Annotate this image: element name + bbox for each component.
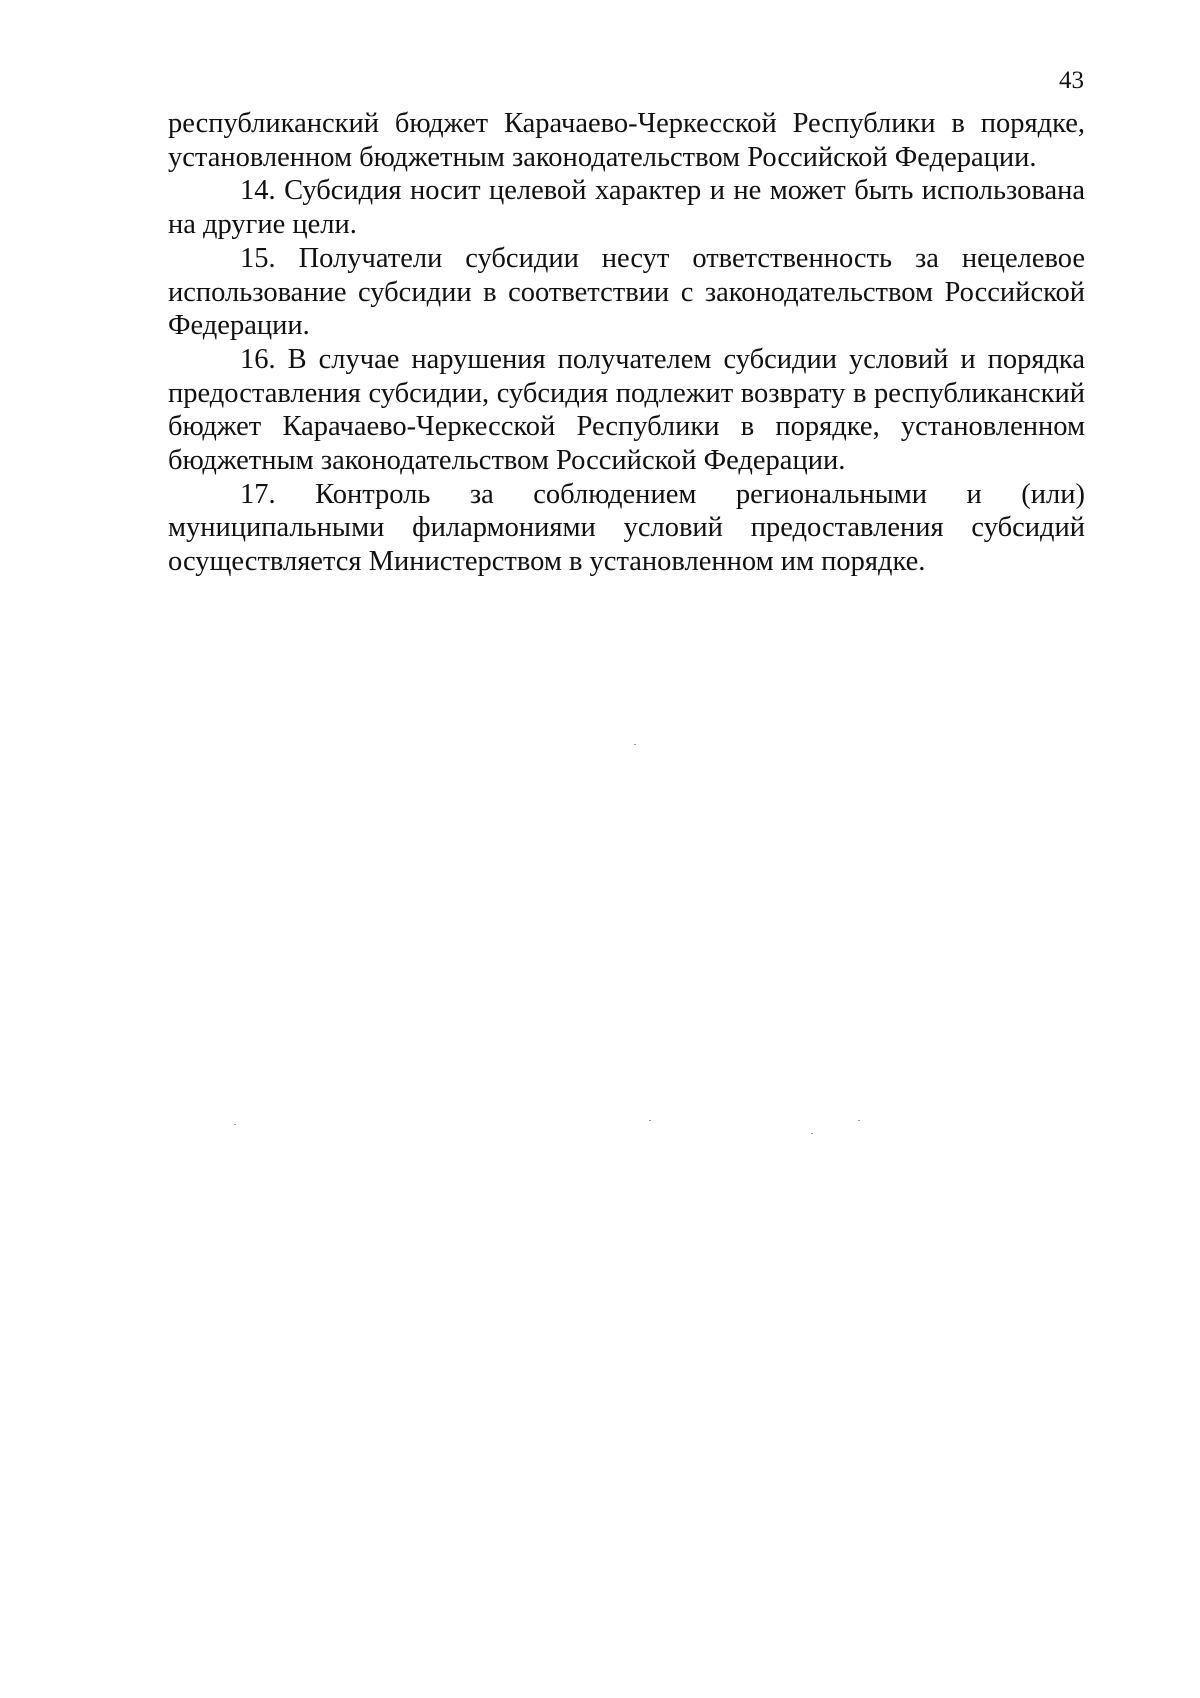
scan-speck xyxy=(811,1133,813,1134)
paragraph-continuation: республиканский бюджет Карачаево-Черкесской Республики в порядке, установленном бюджетным законодательством Российской Федерации. xyxy=(168,108,1085,173)
paragraph-16: 16. В случае нарушения получателем субсидии условий и порядка предоставления субсидии, субсидия подлежит возврату в республиканский бюджет Карачаево-Черкесской Республики в порядке, установленном бюджетным законодательством Российской Федерации. xyxy=(168,343,1085,477)
scan-speck xyxy=(234,1124,236,1125)
scan-speck xyxy=(649,1120,651,1121)
page-number: 43 xyxy=(1059,67,1084,94)
scan-speck xyxy=(634,744,636,745)
paragraph-17: 17. Контроль за соблюдением региональными и (или) муниципальными филармониями условий предоставления субсидий осуществляется Министерством в установленном им порядке. xyxy=(168,478,1085,578)
scan-speck xyxy=(858,1120,860,1121)
document-body xyxy=(168,107,1085,579)
paragraph-15: 15. Получатели субсидии несут ответственность за нецелевое использование субсидии в соответствии с законодательством Российской Федерации. xyxy=(168,242,1085,342)
paragraph-14: 14. Субсидия носит целевой характер и не может быть использована на другие цели. xyxy=(168,175,1085,241)
